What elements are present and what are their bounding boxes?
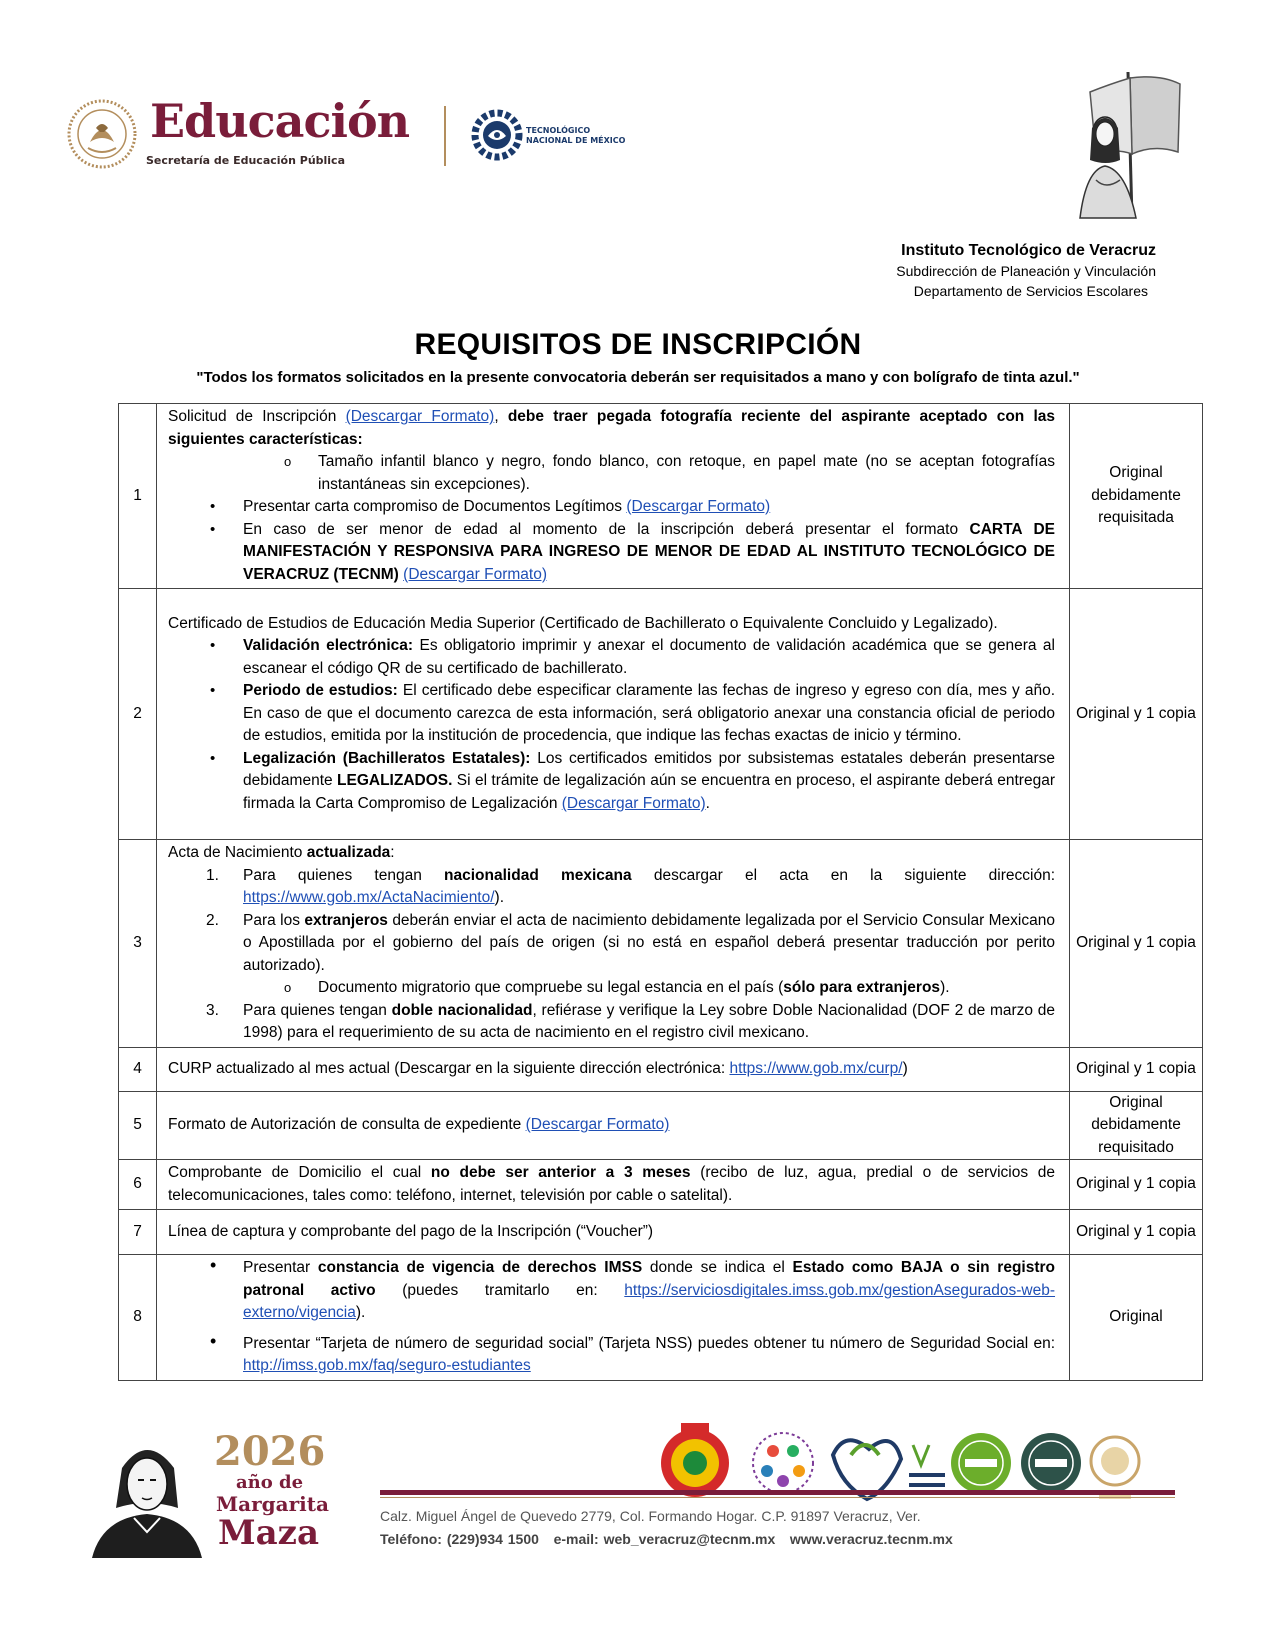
footer-contact	[380, 1531, 953, 1547]
footer-divider	[380, 1490, 1175, 1495]
institute-name: Instituto Tecnológico de Veracruz	[901, 242, 1156, 259]
list-item: o Tamaño infantil blanco y negro, fondo blanco, con retoque, en papel mate (no se aceptan fotografías instantáneas sin excepciones).	[168, 451, 1055, 496]
row-description: Comprobante de Domicilio el cual no debe ser anterior a 3 meses (recibo de luz, agua, predial o de servicios de telecomunicaciones, tales como: teléfono, internet, televisión por cable o satelital).	[157, 1160, 1070, 1210]
download-format-link[interactable]: (Descargar Formato)	[626, 498, 771, 515]
curp-link[interactable]: https://www.gob.mx/curp/	[729, 1059, 903, 1077]
page-subtitle: "Todos los formatos solicitados en la presente convocatoria deberán ser requisitados a mano y con bolígrafo de tinta azul."	[196, 369, 1080, 386]
educacion-brand: Educación	[150, 94, 410, 148]
row-description: Acta de Nacimiento actualizada: 1. Para quienes tengan nacionalidad mexicana descargar el acta en la siguiente dirección: https://www.gob.mx/ActaNacimiento/). 2. Para los extranjeros deberán enviar el acta de nacimiento debidamente legalizada por el Servicio Consular Mexicano o Apostillada por el gobierno del país de origen (si no está en español deberá presentar traducción por perito autorizado). o Documento migratorio que compruebe su legal estancia en el país (sólo para extranjeros). 3. Para quienes tengan doble nacionalidad, refiérase y verifique la Ley sobre Doble Nacionalidad (DOF 2 de marzo de 1998) para el requerimiento de su acta de nacimiento en el registro civil mexicano.	[157, 840, 1070, 1048]
table-row	[119, 1091, 1203, 1160]
row-number: 7	[119, 1210, 157, 1255]
copy-requirement: Original y 1 copia	[1070, 1160, 1203, 1210]
row-number: 2	[119, 589, 157, 840]
download-format-link[interactable]: (Descargar Formato)	[525, 1116, 670, 1133]
copy-requirement: Original y 1 copia	[1070, 1047, 1203, 1091]
mexico-coat-of-arms-logo	[66, 98, 138, 170]
table-row	[119, 404, 1203, 589]
footer-name-first: Margarita	[216, 1492, 329, 1516]
copy-requirement: Original y 1 copia	[1070, 1210, 1203, 1255]
tecnm-name: TECNOLÓGICO NACIONAL DE MÉXICO	[526, 126, 626, 145]
download-format-link[interactable]: (Descargar Formato)	[403, 565, 548, 583]
row-number: 6	[119, 1160, 157, 1210]
list-item: 3. Para quienes tengan doble nacionalidad, refiérase y verifique la Ley sobre Doble Nacionalidad (DOF 2 de marzo de 1998) para el requerimiento de su acta de nacimiento en el registro civil mexicano.	[206, 1001, 1055, 1041]
flag-woman-illustration	[1050, 70, 1200, 220]
table-row	[119, 840, 1203, 1048]
row-number: 4	[119, 1047, 157, 1091]
row-number: 5	[119, 1091, 157, 1160]
requirements-table	[118, 403, 1203, 1381]
footer-address: Calz. Miguel Ángel de Quevedo 2779, Col. Formando Hogar. C.P. 91897 Veracruz, Ver.	[380, 1508, 921, 1524]
row-number: 8	[119, 1255, 157, 1381]
tecnm-gear-logo	[470, 106, 524, 164]
list-item: • Presentar carta compromiso de Documentos Legítimos (Descargar Formato)	[168, 496, 1055, 519]
download-format-link[interactable]: (Descargar Formato)	[561, 794, 706, 812]
footer-divider-thin	[380, 1497, 1175, 1498]
copy-requirement: Original debidamente requisitada	[1070, 404, 1203, 589]
table-row	[119, 1255, 1203, 1381]
list-item: • Periodo de estudios: El certificado debe especificar claramente las fechas de ingreso y egreso con día, mes y año. En caso de que el documento carezca de esta información, será obligatorio anexar una constancia oficial de periodo de estudios, emitida por la institución de procedencia, que indique las fechas exactas de inicio y término.	[168, 680, 1055, 748]
list-item: • Validación electrónica: Es obligatorio imprimir y anexar el documento de validación académica que se genera al escanear el código QR de su certificado de bachillerato.	[168, 635, 1055, 680]
copy-requirement: Original	[1070, 1255, 1203, 1381]
imss-nss-link[interactable]: http://imss.gob.mx/faq/seguro-estudiantes	[243, 1357, 531, 1375]
row-description: Formato de Autorización de consulta de expediente (Descargar Formato)	[157, 1091, 1070, 1160]
copy-requirement: Original y 1 copia	[1070, 589, 1203, 840]
header-divider	[444, 106, 446, 166]
row-description: Línea de captura y comprobante del pago de la Inscripción (“Voucher”)	[157, 1210, 1070, 1255]
list-item: • Presentar constancia de vigencia de derechos IMSS donde se indica el Estado como BAJA o sin registro patronal activo (puedes tramitarlo en: https://serviciosdigitales.imss.gob.mx/gestionAsegurados-web-externo/vigencia).	[168, 1257, 1055, 1325]
row-description: CURP actualizado al mes actual (Descargar en la siguiente dirección electrónica: https://www.gob.mx/curp/)	[157, 1047, 1070, 1091]
table-row	[119, 589, 1203, 840]
itv-logo	[661, 1423, 729, 1497]
sep-name: Secretaría de Educación Pública	[146, 154, 346, 167]
row-number: 1	[119, 404, 157, 589]
row-description: Solicitud de Inscripción (Descargar Formato), debe traer pegada fotografía reciente del aspirante aceptado con las siguientes características: o Tamaño infantil blanco y negro, fondo blanco, con retoque, en papel mate (no se aceptan fotografías instantáneas sin excepciones). • Presentar carta compromiso de Documentos Legítimos (Descargar Formato) • En caso de ser menor de edad al momento de la inscripción deberá presentar el formato CARTA DE MANIFESTACIÓN Y RESPONSIVA PARA INGRESO DE MENOR DE EDAD AL INSTITUTO TECNOLÓGICO DE VERACRUZ (TECNM) (Descargar Formato)	[157, 404, 1070, 589]
copy-requirement: Original y 1 copia	[1070, 840, 1203, 1048]
acta-nacimiento-link[interactable]: https://www.gob.mx/ActaNacimiento/	[243, 889, 495, 906]
download-format-link[interactable]: (Descargar Formato)	[345, 408, 495, 425]
page-title: REQUISITOS DE INSCRIPCIÓN	[414, 328, 862, 361]
list-item: • Legalización (Bachilleratos Estatales): Los certificados emitidos por subsistemas estatales deberán presentarse debidamente LEGALIZADOS. Si el trámite de legalización aún se encuentra en proceso, el aspirante deberá entregar firmada la Carta Compromiso de Legalización (Descargar Formato).	[168, 748, 1055, 816]
table-row	[119, 1047, 1203, 1091]
footer-website: www.veracruz.tecnm.mx	[789, 1531, 953, 1547]
list-item: • Presentar “Tarjeta de número de seguridad social” (Tarjeta NSS) puedes obtener tu número de Seguridad Social en: http://imss.gob.mx/faq/seguro-estudiantes	[168, 1333, 1055, 1378]
list-item: 1. Para quienes tengan nacionalidad mexicana descargar el acta en la siguiente dirección: https://www.gob.mx/ActaNacimiento/).	[206, 866, 1056, 906]
row-description	[157, 1255, 1070, 1381]
iso-9001-logo	[1021, 1433, 1081, 1493]
footer-name-last: Maza	[218, 1513, 320, 1553]
footer-email: e-mail: web_veracruz@tecnm.mx	[553, 1531, 776, 1547]
margarita-maza-portrait	[82, 1428, 212, 1558]
row-number: 3	[119, 840, 157, 1048]
igualdad-laboral-logo	[753, 1433, 813, 1493]
table-row	[119, 1210, 1203, 1255]
footer-phone: Teléfono: (229)934 1500	[380, 1531, 539, 1547]
list-item: 2. Para los extranjeros deberán enviar el acta de nacimiento debidamente legalizada por el Servicio Consular Mexicano o Apostillada por el gobierno del país de origen (si no está en español deberá presentar traducción por perito autorizado).	[206, 911, 1055, 974]
row-description: Certificado de Estudios de Educación Media Superior (Certificado de Bachillerato o Equivalente Concluido y Legalizado). • Validación electrónica: Es obligatorio imprimir y anexar el documento de validación académica que se genera al escanear el código QR de su certificado de bachillerato. • Periodo de estudios: El certificado debe especificar claramente las fechas de ingreso y egreso con día, mes y año. En caso de que el documento carezca de esta información, será obligatorio anexar una constancia oficial de periodo de estudios, emitida por la institución de procedencia, que indique las fechas exactas de inicio y término. • Legalización (Bachilleratos Estatales): Los certificados emitidos por subsistemas estatales deberán presentarse debidamente LEGALIZADOS. Si el trámite de legalización aún se encuentra en proceso, el aspirante deberá entregar firmada la Carta Compromiso de Legalización (Descargar Formato).	[157, 589, 1070, 840]
copy-requirement: Original debidamente requisitado	[1070, 1091, 1203, 1160]
subdirection-name: Subdirección de Planeación y Vinculación	[896, 263, 1156, 279]
imss-vigencia-link[interactable]: https://serviciosdigitales.imss.gob.mx/gestionAsegurados-web-externo/vigencia	[243, 1281, 1056, 1322]
list-item: • En caso de ser menor de edad al momento de la inscripción deberá presentar el formato CARTA DE MANIFESTACIÓN Y RESPONSIVA PARA INGRESO DE MENOR DE EDAD AL INSTITUTO TECNOLÓGICO DE VERACRUZ (TECNM) (Descargar Formato)	[168, 519, 1055, 587]
footer-ano-de: año de	[236, 1472, 304, 1493]
list-item: o Documento migratorio que compruebe su legal estancia en el país (sólo para extranjeros).	[168, 977, 1055, 1000]
department-name: Departamento de Servicios Escolares	[913, 283, 1148, 299]
table-row	[119, 1160, 1203, 1210]
footer-year: 2026	[214, 1428, 326, 1475]
institute-block	[896, 241, 1156, 301]
iso-14001-logo	[951, 1433, 1011, 1493]
